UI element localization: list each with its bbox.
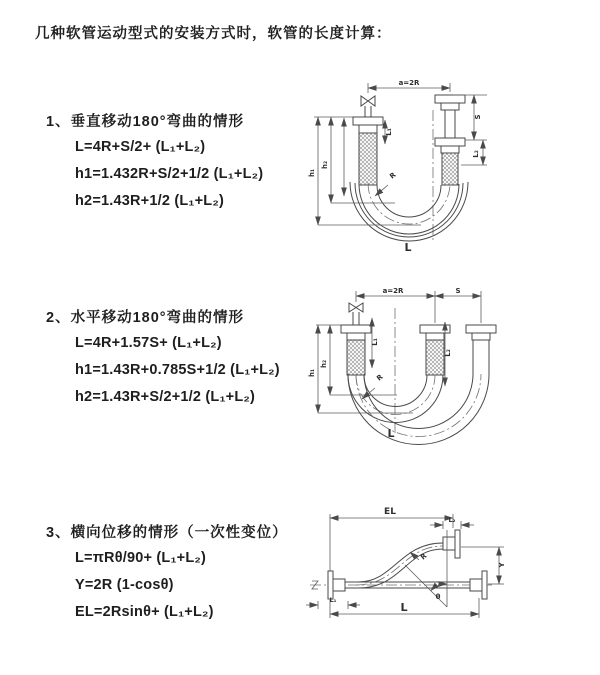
diagram-horizontal-180-bend <box>305 278 505 463</box>
dim-EL <box>330 507 453 571</box>
braided-hose-section <box>347 340 365 375</box>
d1-label-a2r: a=2R <box>398 79 420 87</box>
u-bend-hose <box>350 182 468 241</box>
braided-hose-section <box>442 153 458 185</box>
d1-label-R: R <box>388 170 398 181</box>
left-pipe-assembly <box>341 325 371 375</box>
diagram-vertical-180-bend <box>303 70 503 260</box>
section-1-heading: 1、垂直移动180°弯曲的情形 <box>46 114 245 130</box>
section-3-formula-L: L=πRθ/90+ (L₁+L₂) <box>75 550 207 566</box>
d1-label-L: L <box>404 241 412 254</box>
section-1-formula-h1: h1=1.432R+S/2+1/2 (L₁+L₂) <box>75 166 264 182</box>
right-pipe-assembly <box>435 95 465 185</box>
d2-label-h2: h₂ <box>320 359 328 369</box>
left-flange <box>328 571 345 599</box>
right-flange-original-position <box>470 571 487 599</box>
d2-label-a2r: a=2R <box>382 287 404 295</box>
d1-label-h1: h₁ <box>308 168 316 178</box>
section-2-formula-h1: h1=1.43R+0.785S+1/2 (L₁+L₂) <box>75 362 280 378</box>
d3-label-L: L <box>400 601 408 614</box>
d3-label-EL: EL <box>384 507 396 517</box>
d1-label-h2: h₂ <box>321 160 329 170</box>
d2-label-L: L <box>387 427 395 440</box>
left-pipe-assembly <box>353 106 383 185</box>
dim-L1 <box>306 596 360 609</box>
diagram-lateral-displacement <box>298 498 513 626</box>
valve-icon <box>349 303 363 312</box>
d2-label-h1: h₁ <box>308 368 316 378</box>
u-bend-hose-position-2 <box>348 374 489 445</box>
braided-hose-section <box>426 340 444 375</box>
d3-label-R: R <box>419 551 429 562</box>
dim-L1 <box>371 318 379 368</box>
section-3-formula-Y: Y=2R (1-cosθ) <box>75 577 174 593</box>
d1-label-S: S <box>474 114 482 120</box>
section-2-formula-h2: h2=1.43R+S/2+1/2 (L₁+L₂) <box>75 389 256 405</box>
d2-label-S: S <box>455 287 461 295</box>
section-3-formula-EL: EL=2Rsinθ+ (L₁+L₂) <box>75 604 214 620</box>
d3-label-Y: Y <box>498 562 506 568</box>
d2-label-L2: L₂ <box>444 349 452 357</box>
section-1-formula-L: L=4R+S/2+ (L₁+L₂) <box>75 139 206 155</box>
d3-label-theta: θ <box>435 593 441 601</box>
d3-label-L1: L₁ <box>329 596 337 604</box>
valve-icon <box>361 96 375 106</box>
right-pipe-assembly-displaced <box>466 325 496 375</box>
section-2-formula-L: L=4R+1.57S+ (L₁+L₂) <box>75 335 222 351</box>
d3-label-L2: L₂ <box>448 516 456 524</box>
dim-a2r <box>368 79 450 93</box>
dim-L <box>330 598 479 618</box>
page-title: 几种软管运动型式的安装方式时，软管的长度计算： <box>35 26 392 42</box>
d2-label-L1: L₁ <box>371 338 379 346</box>
angle-theta-construction <box>405 530 447 607</box>
s-curve-hose <box>356 543 443 588</box>
braided-hose-section <box>359 133 377 185</box>
section-1-formula-h2: h2=1.43R+1/2 (L₁+L₂) <box>75 193 225 209</box>
section-3-heading: 3、横向位移的情形（一次性变位） <box>46 525 288 541</box>
dim-L1 <box>385 120 393 144</box>
d1-label-L1: L₁ <box>385 128 393 136</box>
dim-R <box>375 171 398 196</box>
upper-flange-displaced-position <box>443 530 460 558</box>
d1-label-L2: L₂ <box>472 150 480 158</box>
dim-a2r-S <box>356 287 481 323</box>
section-2-heading: 2、水平移动180°弯曲的情形 <box>46 310 245 326</box>
d2-label-R: R <box>375 372 385 383</box>
